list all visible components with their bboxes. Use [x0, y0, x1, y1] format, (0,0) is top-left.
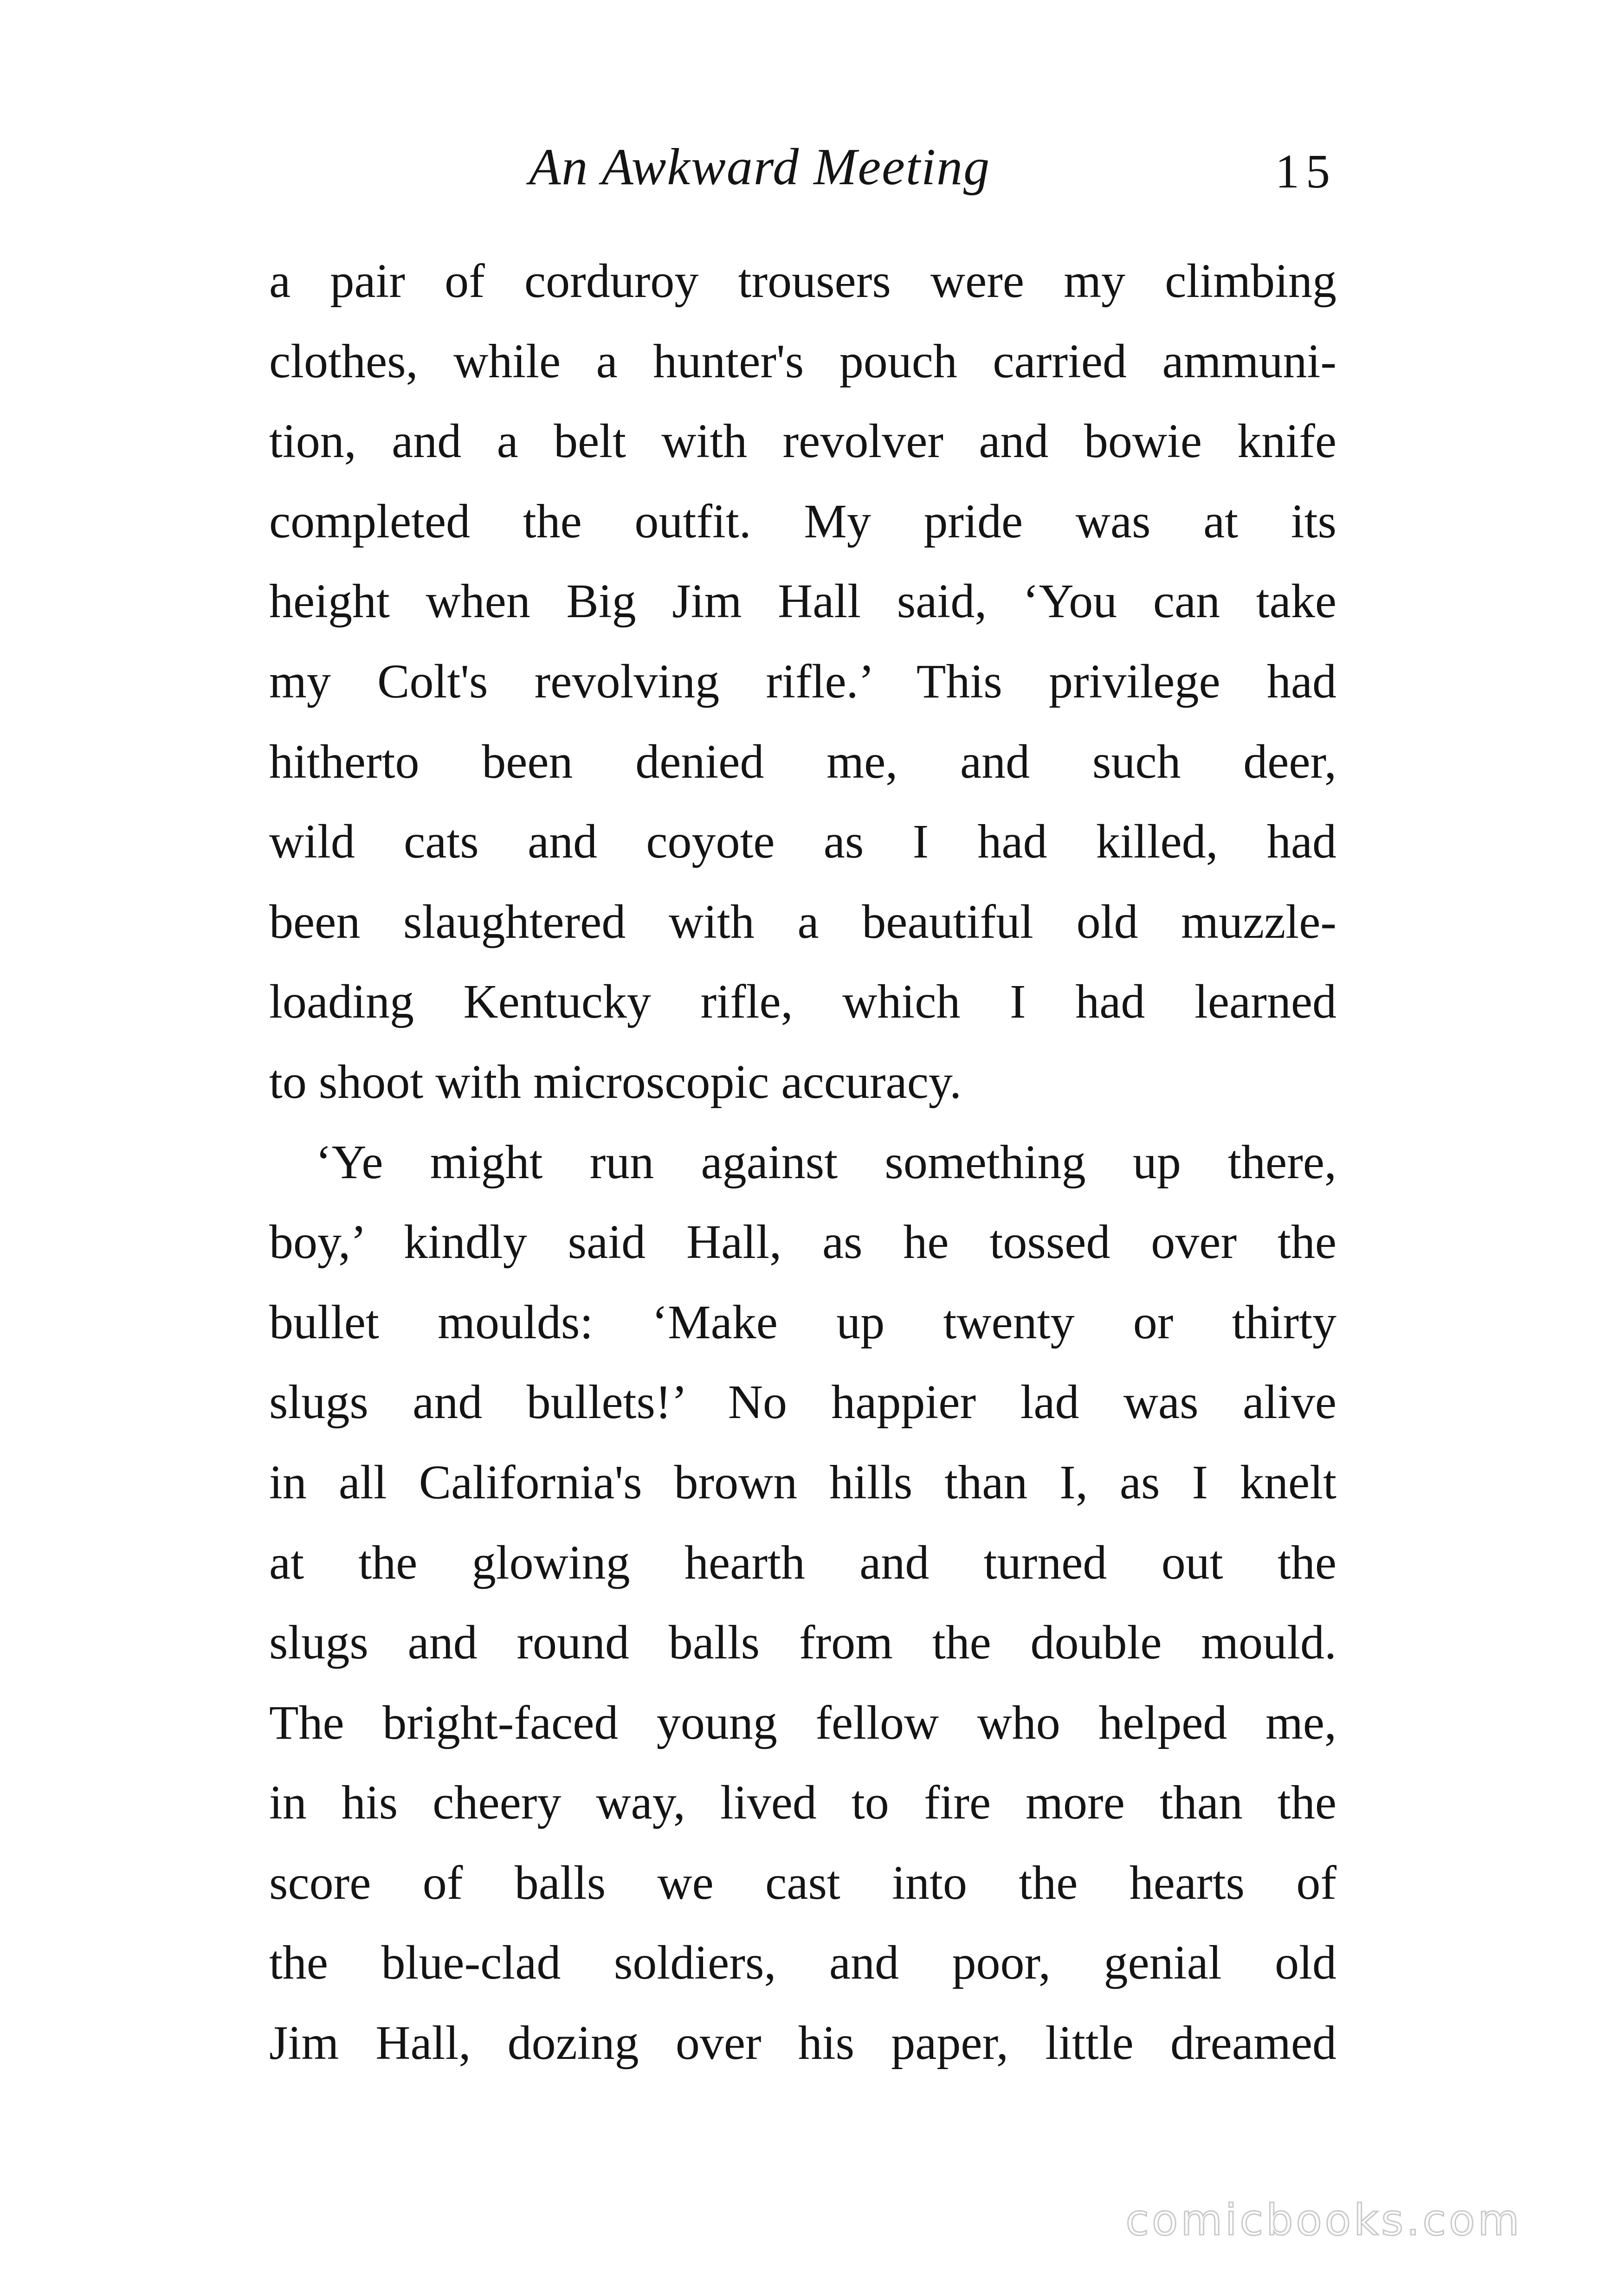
text-line: boy,’ kindly said Hall, as he tossed over the: [269, 1215, 1336, 1269]
text-line: been slaughtered with a beautiful old muzzle-: [269, 895, 1336, 948]
text-line: slugs and round balls from the double mould.: [269, 1616, 1336, 1670]
text-line: a pair of corduroy trousers were my climbing: [269, 254, 1336, 308]
page-number: 15: [1275, 145, 1336, 198]
text-line: bullet moulds: ‘Make up twenty or thirty: [269, 1295, 1336, 1349]
text-line: height when Big Jim Hall said, ‘You can take: [269, 574, 1336, 628]
text-line: ‘Ye might run against something up there,: [316, 1135, 1336, 1189]
body-text: [269, 241, 1336, 2083]
text-line: loading Kentucky rifle, which I had learned: [269, 975, 1336, 1029]
text-line: wild cats and coyote as I had killed, had: [269, 815, 1336, 869]
text-line: completed the outfit. My pride was at its: [269, 494, 1336, 548]
text-line: tion, and a belt with revolver and bowie knife: [269, 414, 1336, 468]
text-line: clothes, while a hunter's pouch carried ammuni-: [269, 334, 1336, 388]
text-line: to shoot with microscopic accuracy.: [269, 1055, 962, 1109]
text-line: slugs and bullets!’ No happier lad was alive: [269, 1375, 1336, 1429]
text-line: in his cheery way, lived to fire more than the: [269, 1776, 1336, 1830]
running-title: An Awkward Meeting: [529, 138, 991, 196]
text-line: Jim Hall, dozing over his paper, little dreamed: [269, 2016, 1336, 2070]
text-line: the blue-clad soldiers, and poor, genial old: [269, 1936, 1336, 1990]
text-line: The bright-faced young fellow who helped me,: [269, 1696, 1336, 1749]
text-line: score of balls we cast into the hearts of: [269, 1856, 1336, 1909]
text-line: at the glowing hearth and turned out the: [269, 1535, 1336, 1589]
page-header: [269, 130, 1336, 213]
text-line: my Colt's revolving rifle.’ This privilege had: [269, 654, 1336, 708]
text-line: in all California's brown hills than I, as I knelt: [269, 1455, 1336, 1509]
watermark: comicbooks.com: [1125, 2195, 1522, 2245]
text-line: hitherto been denied me, and such deer,: [269, 735, 1336, 788]
